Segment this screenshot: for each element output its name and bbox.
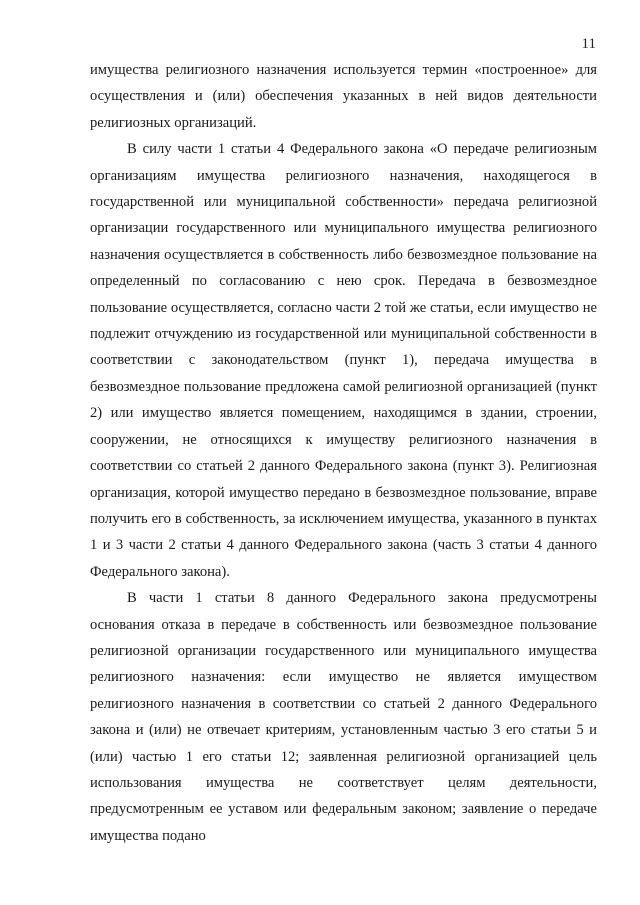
body-text xyxy=(90,57,597,849)
paragraph-2: В силу части 1 статьи 4 Федерального закона «О передаче религиозным организациям имущества религиозного назначения, находящегося в государственной или муниципальной собственности» передача религиозной организации государственного или муниципального имущества религиозного назначения осуществляется в собственность либо безвозмездное пользование на определенный по согласованию с нею срок. Передача в безвозмездное пользование осуществляется, согласно части 2 той же статьи, если имущество не подлежит отчуждению из государственной или муниципальной собственности в соответствии с законодательством (пункт 1), передача имущества в безвозмездное пользование предложена самой религиозной организацией (пункт 2) или имущество является помещением, находящимся в здании, строении, сооружении, не относящихся к имуществу религиозного назначения в соответствии со статьей 2 данного Федерального закона (пункт 3). Религиозная организация, которой имущество передано в безвозмездное пользование, вправе получить его в собственность, за исключением имущества, указанного в пунктах 1 и 3 части 2 статьи 4 данного Федерального закона (часть 3 статьи 4 данного Федерального закона). xyxy=(90,141,597,580)
paragraph-1: имущества религиозного назначения используется термин «построенное» для осуществления и (или) обеспечения указанных в ней видов деятельности религиозных организаций. xyxy=(90,62,597,131)
page-number: 11 xyxy=(581,36,596,52)
paragraph-3: В части 1 статьи 8 данного Федерального закона предусмотрены основания отказа в передаче в собственность или безвозмездное пользование религиозной организации государственного или муниципального имущества религиозного назначения: если имущество не является имуществом религиозного назначения в соответствии со статьей 2 данного Федерального закона и (или) не отвечает критериям, установленным частью 3 его статьи 5 и (или) частью 1 его статьи 12; заявленная религиозной организацией цель использования имущества не соответствует целям деятельности, предусмотренным ее уставом или федеральным законом; заявление о передаче имущества подано xyxy=(90,590,597,844)
